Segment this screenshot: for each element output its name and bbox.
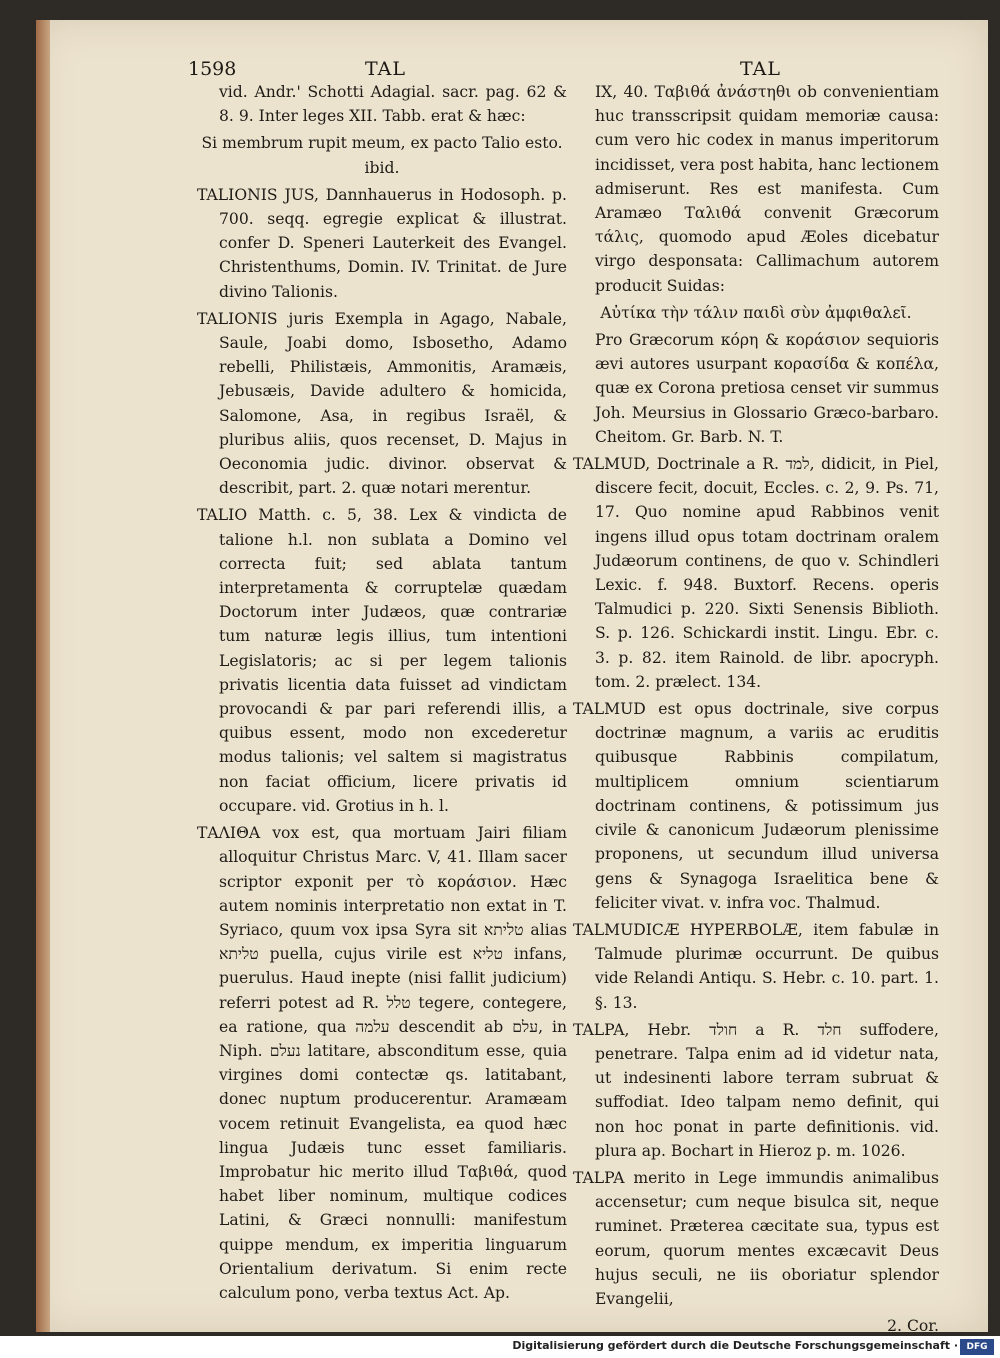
footer-credit: Digitalisierung gefördert durch die Deutsche Forschungsgemeinschaft · [512,1339,958,1352]
left-column-head: TAL [365,58,406,80]
page-number: 1598 [188,58,237,80]
dfg-logo: DFG [960,1339,994,1355]
entry-paragraph: TALIONIS JUS, Dannhauerus in Hodosoph. p. 700. seqq. egregie explicat & illustrat. confer D. Speneri Lauterkeit des Evangel. Christenthums, Domin. IV. Trinitat. de Jure divino Talionis. [197,185,567,301]
entry-paragraph: ΤΑΛΙΘΑ vox est, qua mortuam Jairi filiam alloquitur Christus Marc. V, 41. Illam sacer scriptor exponit per τὸ κοράσιον. Hæc autem nominis interpretatio non extat in T. Syriaco, quum vox ipsa Syra sit טליתא alias טליתא puella, cujus virile est טליא infans, puerulus. Haud inepte (nisi fallit judicium) referri potest ad R. טלל tegere, contegere, ea ratione, qua עלמה descendit ab עלם, in Niph. נעלם latitare, absconditum esse, quia virgines domi contectæ qs. latitabant, donec nuptum producerentur. Aramæam vocem retinuit Evangelista, ea quod hæc lingua Judæis tunc esset familiaris. Improbatur hic merito illud Ταβιθά, quod habet liber nominum, multique codices Latini, & Græci nonnulli: manifestum quippe mendum, ex imperitia linguarum Orientalium derivatum. Si enim recte calculum pono, verba textus Act. Ap. [197,824,568,1302]
entry-paragraph: TALIO Matth. c. 5, 38. Lex & vindicta de talione h.l. non sublata a Domino vel correcta fuit; sed ablata tantum interpretamenta & corruptelæ quædam Doctorum inter Judæos, quæ contrariæ tum naturæ legis illius, tum intentioni Legislatoris; ac si per legem talionis privatis licentia data fuisset ad vindictam provocandi & par pari referendi illis, a quibus essent, modo non excederetur modus talionis; vel saltem si magistratus non faciat officium, licere privatis id occupare. vid. Grotius in h. l. [197,506,567,815]
entry-paragraph: Pro Græcorum κόρη & κοράσιον sequioris ævi autores usurpant κορασίδα & κοπέλα, quæ ex Corona pretiosa censet vir summus Joh. Meursius in Glossario Græco-barbaro. Cheitom. Gr. Barb. N. T. [595,331,939,446]
entry-paragraph: vid. Andr.' Schotti Adagial. sacr. pag. 62 & 8. 9. Inter leges XII. Tabb. erat & hæc: [219,83,567,126]
entry-paragraph: TALPA, Hebr. חולד a R. חלד suffodere, penetrare. Talpa enim ad id videtur nata, ut indesinenti labore terram subruat & suffodiat. Ideo talpam nemo definit, qui non hoc ponat in parte definitionis. vid. plura ap. Bochart in Hieroz p. m. 1026. [573,1020,939,1160]
entry-paragraph: IX, 40. Ταβιθά ἀνάστηθι ob convenientiam huc transscripsit quidam memoriæ causa: cum vero hic codex in manus imperitorum incidisset, vera post habita, hanc lectionem admiserunt. Res est manifesta. Cum Aramæo Ταλιθά convenit Græcorum τάλις, quomodo apud Æoles dicebatur virgo desponsata: Callimachum autorem producit Suidas: [595,83,939,295]
entry-paragraph: TALIONIS juris Exempla in Agago, Nabale, Saule, Joabi domo, Isbosetho, Adamo rebelli, Philistæis, Ammonitis, Aramæis, Jebusæis, Davide adultero & homicida, Salomone, Asa, in regibus Israël, & pluribus aliis, quos recenset, D. Majus in Oeconomia judic. divinor. observat & describit, part. 2. quæ notari merentur. [197,309,567,498]
entry-paragraph: TALMUDICÆ HYPERBOLÆ, item fabulæ in Talmude plurimæ occurrunt. De quibus vide Relandi Antiqu. S. Hebr. c. 10. part. 1. §. 13. [573,920,939,1012]
entry-paragraph: TALMUD, Doctrinale a R. למד, didicit, in Piel, discere fecit, docuit, Eccles. c. 2, 9. Ps. 71, 17. Quo nomine apud Rabbinos venit ingens illud opus totam doctrinam oralem Judæorum continens, de quo v. Schindleri Lexic. f. 948. Buxtorf. Recens. operis Talmudici p. 220. Sixti Senensis Biblioth. S. p. 126. Schickardi instit. Lingu. Ebr. c. 3. p. 82. item Rainold. de libr. apocryph. tom. 2. prælect. 134. [573,455,939,691]
entry-paragraph: TALMUD est opus doctrinale, sive corpus doctrinæ magnum, a variis ac eruditis quibusque Rabbinis compilatum, multiplicem omnium scientiarum doctrinam continens, & potissimum jus civile & canonicum Judæorum plenissime proponens, ut secundum illud universa gens & Synagoga Israelitica bene & feliciter vivat. v. infra voc. Thalmud. [573,700,939,912]
right-column [573,80,939,1341]
entry-paragraph: Si membrum rupit meum, ex pacto Talio esto. ibid. [201,134,563,177]
left-column [197,80,567,1308]
entry-paragraph: 2. Cor. [887,1317,939,1336]
right-column-head: TAL [740,58,781,80]
page-edge [36,20,50,1332]
footer-bar [0,1336,1000,1358]
entry-paragraph: TALPA merito in Lege immundis animalibus accensetur; cum neque bisulca sit, neque ruminet. Præterea cæcitate sua, typus est eorum, quorum mentes excæcavit Deus hujus seculi, ne iis oboriatur splendor Evangelii, [573,1168,939,1308]
entry-paragraph: Αὐτίκα τὴν τάλιν παιδὶ σὺν ἀμφιθαλεῖ. [600,303,912,322]
